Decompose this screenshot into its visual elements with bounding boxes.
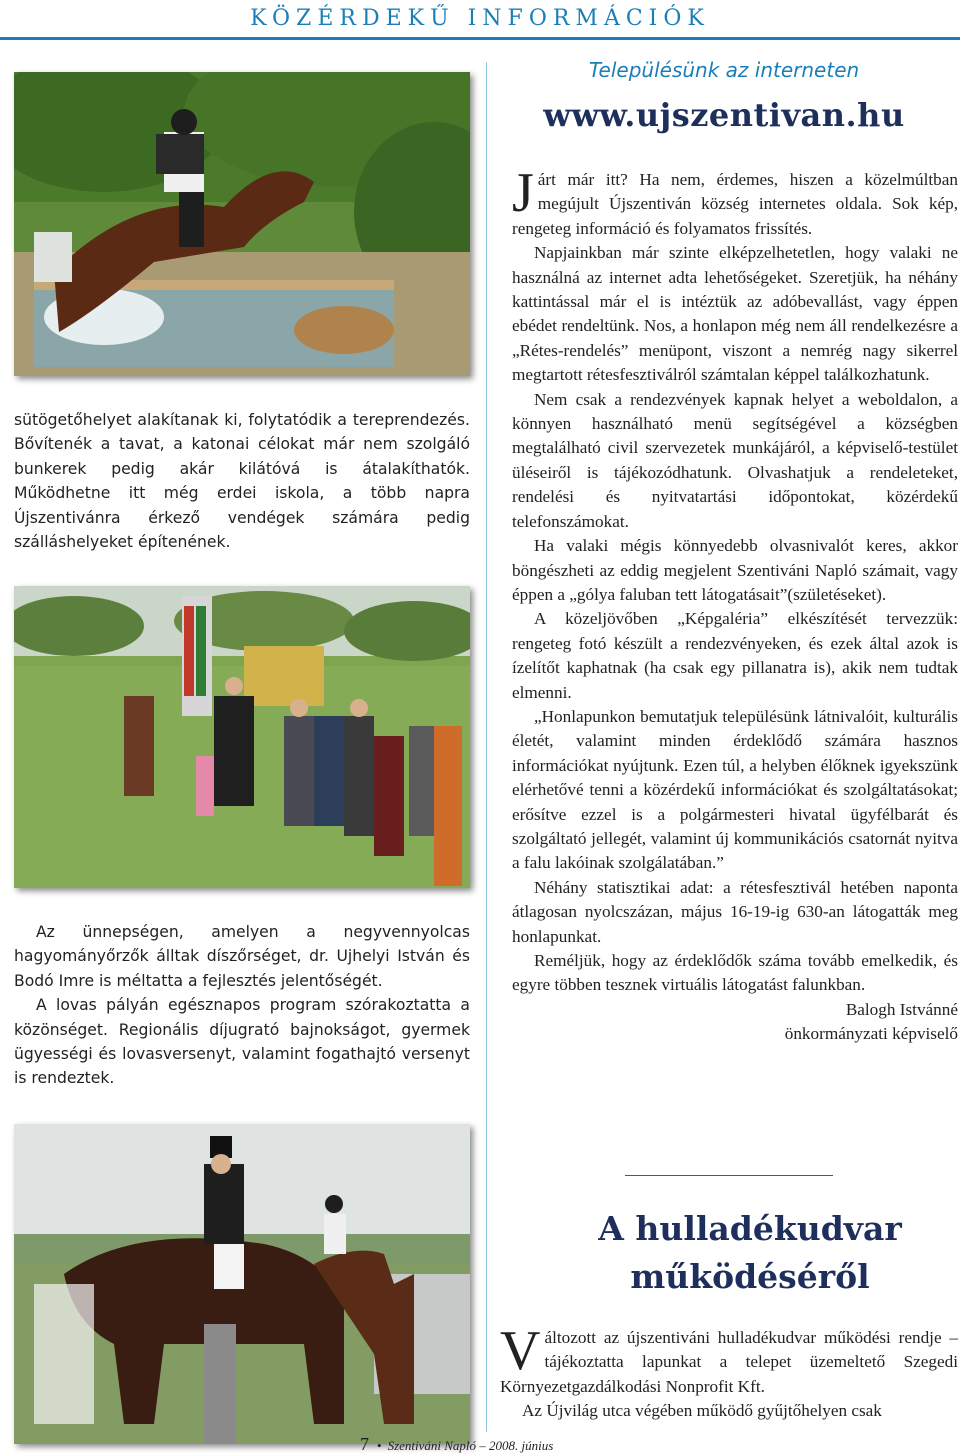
dropcap-j: J xyxy=(512,162,534,224)
waste-yard-para-1: Változott az újszentiváni hulladékudvar működési rendje – tájékoztatta lapunkat a telepet üzemeltető Szegedi Környezetgazdálkodási Nonprofit Kft. xyxy=(500,1320,958,1396)
page-number: 7 xyxy=(360,1434,369,1454)
article-title: A hulladékudvar működéséről xyxy=(598,1209,902,1296)
section-title: KÖZÉRDEKŰ INFORMÁCIÓK xyxy=(250,6,710,31)
website-section-subtitle: Településünk az interneten xyxy=(588,58,860,82)
waste-yard-article-body: Változott az újszentiváni hulladékudvar működési rendje – tájékoztatta lapunkat a telepet üzemeltető Szegedi Környezetgazdálkodási Nonprofit Kft. Az Újvilág utca végében működő gyűjtőhelyen csak xyxy=(500,1320,958,1421)
left-paragraphs-2-3: Az ünnepségen, amelyen a negyvennyolcas hagyományőrzők álltak díszőrséget, dr. Ujhelyi István és Bodó Imre is méltatta a fejlesztés jelentőségét. A lovas pályán egésznapos program szórakoztatta a közönséget. Regionális díjugrató bajnokságot, gyermek ügyességi és lovasversenyt, valamint fogathajtó versenyt is rendeztek. xyxy=(14,923,470,1088)
photo-ceremony xyxy=(14,586,470,888)
publication-info: Szentiváni Napló – 2008. június xyxy=(387,1438,554,1453)
signature-name: Balogh Istvánné xyxy=(845,999,958,1019)
photo-horse-water-jump xyxy=(14,72,470,376)
bullet-icon: • xyxy=(377,1438,382,1453)
website-article-para-1: Járt már itt? Ha nem, érdemes, hiszen a közelmúltban megújult Újszentiván község internetes oldala. Sok kép, rengeteg információ és folyamatos frissítés. xyxy=(512,162,958,238)
left-paragraph-1: sütögetőhelyet alakítanak ki, folytatódik a tereprendezés. Bővítenék a tavat, a katonai célokat már nem szolgáló bunkerek pedig akár kilátóvá is átalakíthatók. Működhetne itt még erdei iskola, a több napra Újszentivánra érkező vendégek számára pedig szálláshelyeket építenének. xyxy=(14,411,470,552)
header-rule xyxy=(0,37,960,40)
page-footer xyxy=(360,1434,553,1455)
article-separator xyxy=(625,1175,833,1176)
column-divider xyxy=(486,62,487,1432)
website-url-title[interactable]: www.ujszentivan.hu xyxy=(543,96,905,134)
website-article-body: Járt már itt? Ha nem, érdemes, hiszen a közelmúltban megújult Újszentiván község internetes oldala. Sok kép, rengeteg információ és folyamatos frissítés. Napjainkban már szinte elképzelhetetlen, hogy valaki ne használná az internet adta lehetőségeket. Szeretjük, ha néhány kattintással már el is intéztük az adóbevallást, vagy éppen ebédet rendeltünk. Nos, a honlapon még nem áll rendelkezésre a „Rétes-rendelés” menüpont, viszont a nemrég nagy sikerrel megtartott rétesfesztiválról számtalan képpel találkozhatunk. Nem csak a rendezvények kapnak helyet a weboldalon, a könnyen használható menü segítségével a községben megtalálható civil szervezetek munkájáról, a képviselő-testület üléseiről is tájékozódhatunk. Olvashatjuk a rendeleteket, rendelési és nyitvatartási időpontokat, közérdekű telefonszámokat. Ha valaki mégis könnyedebb olvasnivalót keres, akkor böngészheti az eddig megjelent Szentiváni Napló számait, vagy éppen a „gólya faluban tett látogatásait”(születéseket). A közeljövőben „Képgaléria” elkészítését tervezzük: rengeteg fotó készült a rendezvényeken, és ezek által azok is ízelítőt kaphatnak (ha csak egy pillanatra is), akik nem tudtak elmenni. „Honlapunkon bemutatjuk településünk látnivalóit, kulturális életét, valamint minden érdeklődő számára hasznos információkat nyújtunk. Ezen túl, a helyben élőknek igyekszünk elérhetővé tenni a közérdekű információkat és szolgáltatásokat; erősítve ezzel is a polgármesteri hivatal ügyfélbarát és szolgáltató jellegét, valamint új kommunikációs csatornát nyitva a falu lakóinak szolgálatában.” Néhány statisztikai adat: a rétesfesztivál hetében naponta átlagosan nyolcszázan, május 16-19-ig 630-an látogatták meg honlapunkat. Reméljük, hogy az érdeklődők száma tovább emelkedik, és egyre többen tesznek virtuális látogatást falunkban. Balogh Istvánné önkormányzati képviselő xyxy=(512,168,958,1047)
signature-role: önkormányzati képviselő xyxy=(784,1024,958,1044)
photo-dressage-riders xyxy=(14,1124,470,1444)
dropcap-v: V xyxy=(500,1320,541,1382)
